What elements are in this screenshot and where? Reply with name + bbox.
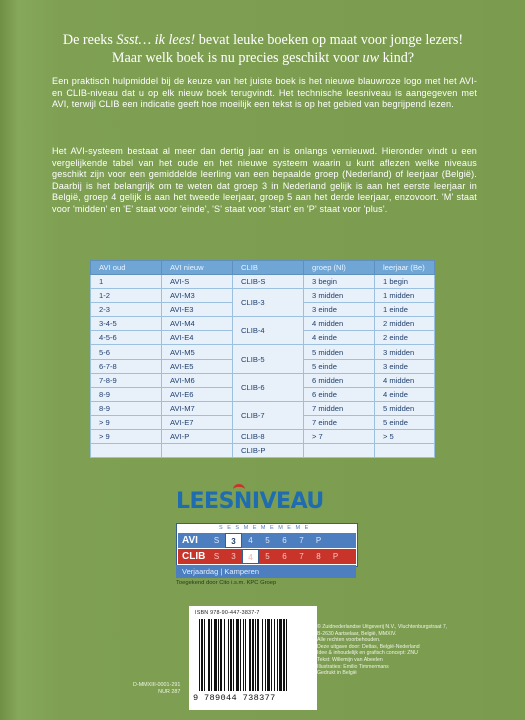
table-row — [91, 289, 435, 303]
imprint-line: Illustraties: Emilio Timmermans — [317, 663, 389, 670]
cell-leerjaar: 2 midden — [375, 317, 435, 331]
cell-leerjaar: 1 begin — [375, 275, 435, 289]
intro-text: kind? — [379, 50, 415, 66]
imprint-line: Alle rechten voorbehouden. — [317, 637, 381, 644]
imprint-line: Deze uitgave door: Deltas, België-Nederland — [317, 643, 420, 650]
clib-level-bar — [178, 549, 356, 564]
avi-level-cell: S — [213, 536, 220, 545]
depot-code: D-MMXIII-0001-291 — [133, 682, 181, 688]
intro-emphasis: uw — [362, 50, 380, 66]
cell-avi-nieuw: AVI-E7 — [162, 415, 233, 429]
barcode-bar — [245, 619, 246, 691]
imprint-line: Gedrukt in België — [317, 670, 357, 677]
cell-leerjaar: 1 einde — [375, 303, 435, 317]
col-groep: groep (Nl) — [304, 261, 375, 275]
cell-clib: CLIB-S — [233, 275, 304, 289]
table-row — [91, 444, 435, 458]
barcode-bar — [211, 619, 212, 691]
table-row — [91, 345, 435, 359]
cell-avi-nieuw — [162, 444, 233, 458]
cell-groep: 3 einde — [304, 303, 375, 317]
cell-leerjaar: 2 einde — [375, 331, 435, 345]
imprint-line: © Zuidnederlandse Uitgeverij N.V., Vluchtenburgstraat 7, — [317, 624, 448, 630]
cell-clib: CLIB-4 — [233, 317, 304, 345]
barcode-bar — [267, 619, 270, 691]
cell-groep: 3 midden — [304, 289, 375, 303]
barcode-bar — [274, 619, 275, 691]
cell-clib: CLIB-6 — [233, 373, 304, 401]
avi-comparison-table — [90, 260, 435, 458]
col-clib: CLIB — [233, 261, 304, 275]
intro-text: Maar welk boek is nu precies geschikt voor — [111, 50, 363, 66]
nur-code: NUR 287 — [158, 689, 181, 695]
cell-avi-oud: 1 — [91, 275, 162, 289]
clib-level-cell: 3 — [231, 552, 236, 561]
avi-level-cell: 5 — [265, 536, 270, 545]
cell-avi-oud: 5-6 — [91, 345, 162, 359]
cell-avi-nieuw: AVI-M4 — [162, 317, 233, 331]
cell-avi-oud: 7-8-9 — [91, 373, 162, 387]
avi-level-cell: 7 — [299, 536, 304, 545]
logo-text-ni: NI — [233, 489, 260, 514]
level-badge — [176, 523, 358, 567]
barcode-bar — [252, 619, 254, 691]
series-name: Ssst… — [116, 32, 155, 48]
barcode-bar — [279, 619, 282, 691]
barcode-bar — [240, 619, 241, 691]
cell-avi-oud: > 9 — [91, 430, 162, 444]
barcode-bar — [249, 619, 251, 691]
cell-groep — [304, 444, 375, 458]
cell-groep: > 7 — [304, 430, 375, 444]
avi-level-cell: 4 — [248, 536, 253, 545]
cell-avi-nieuw: AVI-E6 — [162, 387, 233, 401]
cell-avi-nieuw: AVI-E3 — [162, 303, 233, 317]
awarded-by-text: Toegekend door Cito i.s.m. KPC Groep — [176, 580, 277, 586]
intro-text: bevat leuke boeken op maat voor jonge lezers! — [195, 32, 464, 48]
barcode-bar — [257, 619, 259, 691]
cell-groep: 4 einde — [304, 331, 375, 345]
col-avi-oud: AVI oud — [91, 261, 162, 275]
barcode-bar — [204, 619, 205, 691]
avi-level-cells — [208, 533, 327, 548]
cell-groep: 5 einde — [304, 359, 375, 373]
cell-leerjaar: 3 midden — [375, 345, 435, 359]
intro-line-2 — [34, 49, 492, 67]
barcode-bar — [220, 619, 222, 691]
cell-groep: 4 midden — [304, 317, 375, 331]
clib-level-cell: S — [213, 552, 220, 561]
cell-avi-nieuw: AVI-E5 — [162, 359, 233, 373]
cell-leerjaar: > 5 — [375, 430, 435, 444]
barcode-bar — [283, 619, 285, 691]
cell-leerjaar: 1 midden — [375, 289, 435, 303]
clib-level-cells — [208, 549, 344, 564]
logo-text-veau: VEAU — [259, 489, 324, 514]
cell-avi-nieuw: AVI-M5 — [162, 345, 233, 359]
cell-clib: CLIB-8 — [233, 430, 304, 444]
barcode-digits: 9 789044 738377 — [193, 693, 276, 703]
clib-level-cell: 8 — [316, 552, 321, 561]
barcode-bars — [193, 619, 313, 691]
level-header-letters: S E S M E M E M E M E — [219, 525, 310, 531]
cell-groep: 5 midden — [304, 345, 375, 359]
avi-label: AVI — [182, 535, 198, 546]
cell-avi-nieuw: AVI-M7 — [162, 401, 233, 415]
intro-heading — [34, 31, 492, 67]
barcode-bar — [277, 619, 278, 691]
barcode-bar — [218, 619, 219, 691]
barcode-bar — [271, 619, 272, 691]
isbn-text: ISBN 978-90-447-3837-7 — [195, 610, 260, 616]
table-row — [91, 430, 435, 444]
paragraph-avi-system: Het AVI-systeem bestaat al meer dan dertig jaar en is onlangs vernieuwd. Hieronder vindt u een vergelijkende tabel van het oude en het nieuwe systeem waarin u kunt aflezen welke niveaus geschikt zijn voor een gemiddelde leerling van een bepaalde groep (Nederland) of leerjaar (België). Daarbij is het belangrijk om te weten dat groep 3 in Nederland gelijk is aan het eerste leerjaar in België, groep 4 gelijk is aan het tweede leerjaar, groep 5 aan het derde leerjaar, enzovoort. 'M' staat voor 'midden' en 'E' staat voor 'einde', 'S' staat voor 'start' en 'P' staat voor 'plus'. — [52, 146, 477, 214]
cell-avi-oud: 1-2 — [91, 289, 162, 303]
cell-leerjaar: 5 einde — [375, 415, 435, 429]
series-name-suffix: ik lees! — [154, 32, 196, 48]
clib-label: CLIB — [182, 551, 206, 562]
barcode-bar — [265, 619, 266, 691]
cell-avi-oud: 8-9 — [91, 401, 162, 415]
cell-avi-oud: 3-4-5 — [91, 317, 162, 331]
cell-leerjaar: 4 midden — [375, 373, 435, 387]
cell-groep: 6 einde — [304, 387, 375, 401]
barcode-bar — [243, 619, 244, 691]
cell-leerjaar: 5 midden — [375, 401, 435, 415]
intro-line-1 — [34, 31, 492, 49]
publisher-codes — [133, 682, 180, 696]
cell-avi-nieuw: AVI-S — [162, 275, 233, 289]
col-avi-nieuw: AVI nieuw — [162, 261, 233, 275]
paragraph-logo-explanation: Een praktisch hulpmiddel bij de keuze van het juiste boek is het nieuwe blauwroze logo met het AVI- en CLIB-niveau dat u op elk nieuw boek terugvindt. Het technische leesniveau is aangegeven met AVI, terwijl CLIB een indicatie geeft hoe moeilijk een tekst is op het gebied van begrijpend lezen. — [52, 76, 477, 110]
theme-band: Verjaardag | Kamperen — [176, 565, 356, 578]
col-leerjaar: leerjaar (Be) — [375, 261, 435, 275]
barcode-bar — [208, 619, 210, 691]
cell-avi-oud: 6-7-8 — [91, 359, 162, 373]
clib-level-cell: 7 — [299, 552, 304, 561]
avi-level-cell: P — [315, 536, 322, 545]
logo-text-lees: LEES — [176, 489, 234, 514]
barcode-bar — [233, 619, 234, 691]
cell-groep: 3 begin — [304, 275, 375, 289]
table-row — [91, 401, 435, 415]
clib-level-cell: P — [332, 552, 339, 561]
barcode-bar — [228, 619, 229, 691]
cell-avi-nieuw: AVI-M3 — [162, 289, 233, 303]
imprint-line: B-2630 Aartselaar, België, MMXIV. — [317, 630, 397, 637]
barcode-bar — [230, 619, 232, 691]
cell-clib: CLIB-3 — [233, 289, 304, 317]
imprint-line: Idee & inhoudelijk en grafisch concept: ZNU — [317, 650, 418, 657]
avi-level-bar — [178, 533, 356, 548]
cell-groep: 7 midden — [304, 401, 375, 415]
cell-avi-oud: 2-3 — [91, 303, 162, 317]
barcode-bar — [201, 619, 203, 691]
intro-text: De reeks — [62, 32, 117, 48]
cell-avi-nieuw: AVI-E4 — [162, 331, 233, 345]
cell-leerjaar: 3 einde — [375, 359, 435, 373]
cell-groep: 7 einde — [304, 415, 375, 429]
cell-avi-oud — [91, 444, 162, 458]
cell-avi-oud: 4-5-6 — [91, 331, 162, 345]
table-row — [91, 373, 435, 387]
barcode-bar — [199, 619, 200, 691]
barcode-bar — [262, 619, 263, 691]
cell-clib: CLIB-5 — [233, 345, 304, 373]
clib-level-cell: 6 — [282, 552, 287, 561]
avi-level-cell: 6 — [282, 536, 287, 545]
avi-level-cell: 3 — [225, 533, 242, 548]
barcode-bar — [214, 619, 217, 691]
imprint — [317, 624, 517, 677]
cell-leerjaar: 4 einde — [375, 387, 435, 401]
table-row — [91, 275, 435, 289]
isbn-barcode — [189, 606, 317, 710]
cell-avi-oud: > 9 — [91, 415, 162, 429]
cell-avi-nieuw: AVI-M6 — [162, 373, 233, 387]
imprint-line: Tekst: Willemijn van Abeelen — [317, 656, 383, 663]
clib-level-cell: 5 — [265, 552, 270, 561]
barcode-bar — [286, 619, 287, 691]
table-row — [91, 317, 435, 331]
cell-avi-oud: 8-9 — [91, 387, 162, 401]
cell-leerjaar — [375, 444, 435, 458]
cell-clib: CLIB-P — [233, 444, 304, 458]
barcode-bar — [255, 619, 256, 691]
barcode-bar — [236, 619, 239, 691]
table-header-row — [91, 261, 435, 275]
leesniveau-logo — [176, 489, 324, 514]
cell-clib: CLIB-7 — [233, 401, 304, 429]
barcode-bar — [224, 619, 225, 691]
cell-groep: 6 midden — [304, 373, 375, 387]
clib-level-cell: 4 — [242, 549, 259, 564]
cell-avi-nieuw: AVI-P — [162, 430, 233, 444]
